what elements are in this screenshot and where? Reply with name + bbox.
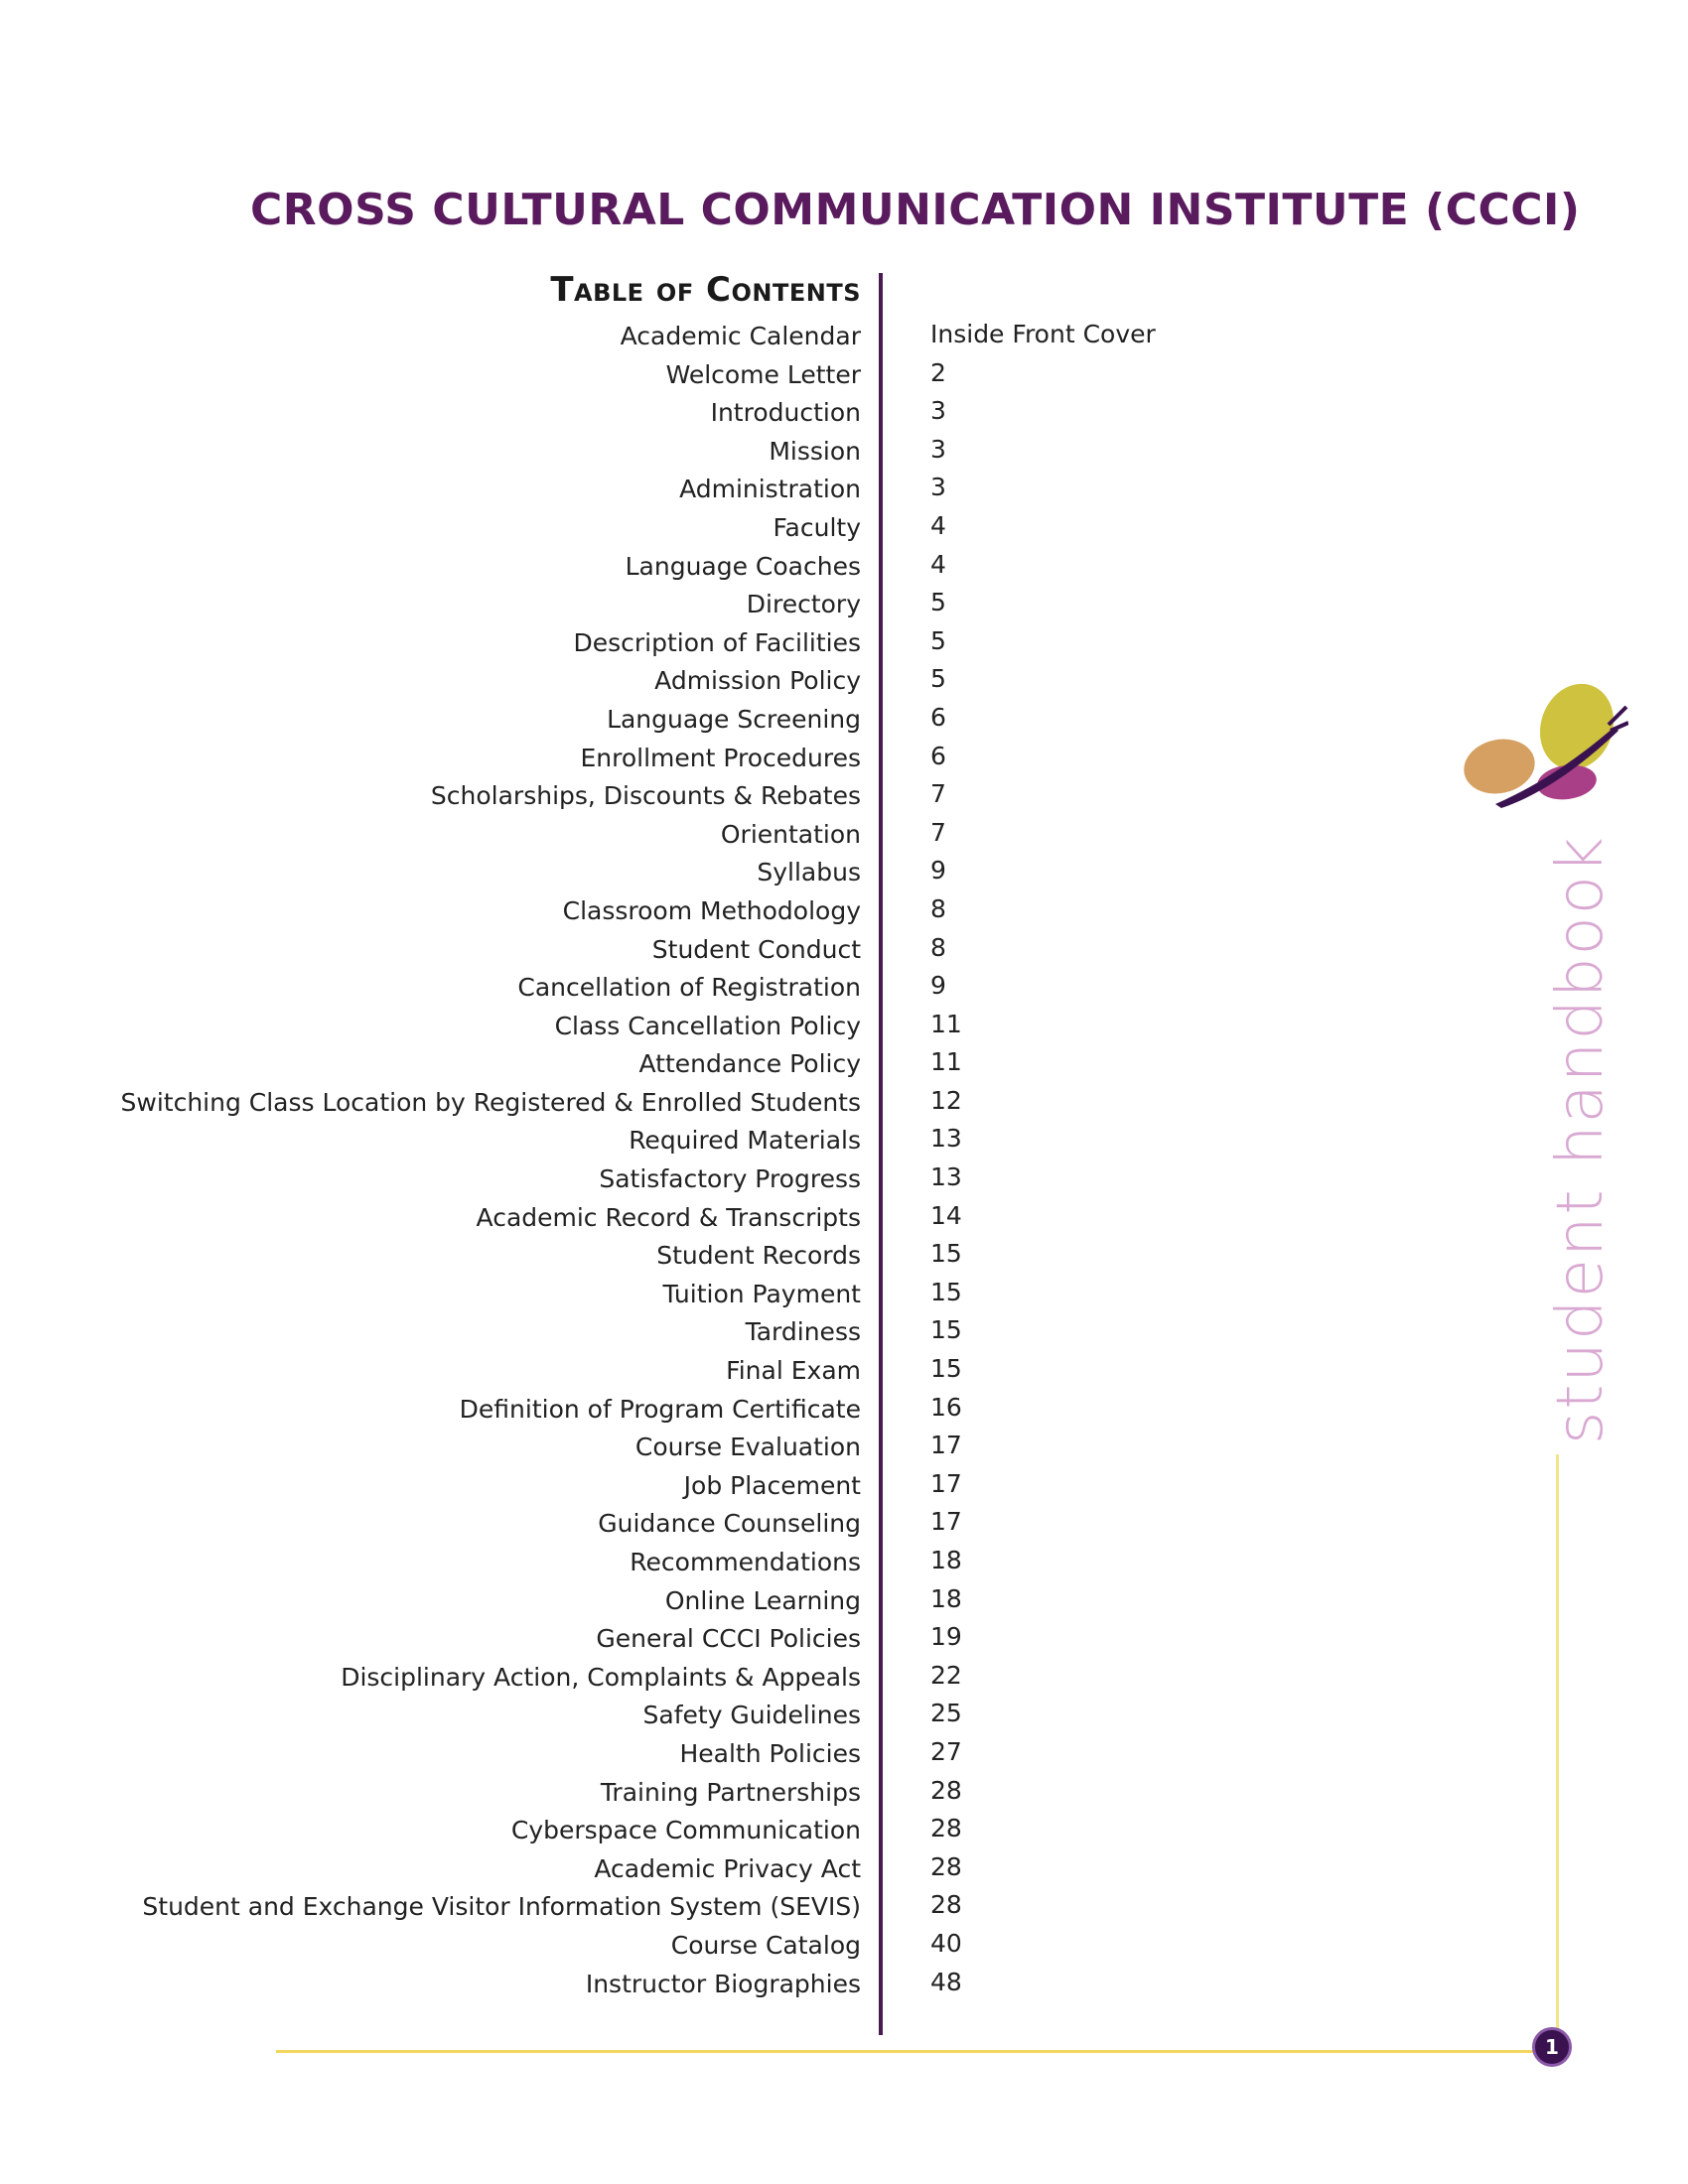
toc-entry-page: Inside Front Cover (930, 320, 1156, 348)
toc-entry-page: 5 (930, 664, 946, 694)
toc-entry-page: 15 (930, 1315, 962, 1345)
toc-entry-label: Administration (679, 475, 861, 504)
toc-entry (0, 1699, 1688, 1737)
toc-entry-page: 8 (930, 893, 946, 923)
toc-list (0, 320, 1688, 2005)
toc-entry-page: 3 (930, 396, 946, 426)
toc-entry-page: 5 (930, 625, 946, 655)
toc-entry (0, 1852, 1688, 1891)
toc-entry (0, 396, 1688, 435)
toc-entry-label: Cancellation of Registration (517, 973, 861, 1003)
toc-entry (0, 1776, 1688, 1815)
toc-entry-label: Academic Calendar (620, 322, 861, 350)
toc-entry (0, 1431, 1688, 1469)
toc-entry (0, 320, 1688, 358)
toc-entry-page: 40 (930, 1928, 962, 1958)
toc-entry-page: 17 (930, 1431, 962, 1460)
toc-entry-page: 3 (930, 434, 946, 464)
toc-entry-label: Faculty (773, 512, 861, 542)
toc-entry (0, 779, 1688, 818)
toc-entry (0, 856, 1688, 894)
toc-entry (0, 664, 1688, 703)
toc-entry-label: Scholarships, Discounts & Rebates (430, 781, 861, 811)
toc-entry-label: Health Policies (679, 1738, 861, 1768)
toc-entry-label: Satisfactory Progress (599, 1164, 861, 1194)
toc-entry (0, 511, 1688, 550)
toc-entry-page: 9 (930, 856, 946, 886)
toc-entry-page: 3 (930, 473, 946, 502)
toc-entry (0, 1584, 1688, 1623)
toc-entry-label: Required Materials (629, 1126, 861, 1156)
toc-entry-page: 25 (930, 1699, 962, 1728)
butterfly-icon (1460, 675, 1628, 824)
toc-entry-label: Tuition Payment (662, 1279, 861, 1308)
toc-entry-label: Cyberspace Communication (510, 1816, 861, 1845)
toc-entry (0, 1162, 1688, 1201)
toc-entry-page: 17 (930, 1468, 962, 1498)
toc-entry-page: 6 (930, 741, 946, 770)
toc-entry-page: 28 (930, 1890, 962, 1920)
toc-entry (0, 894, 1688, 933)
toc-entry (0, 1737, 1688, 1776)
toc-entry-label: Admission Policy (654, 666, 861, 696)
toc-entry-label: Description of Facilities (573, 627, 861, 657)
toc-entry-page: 8 (930, 932, 946, 962)
toc-entry-label: Online Learning (664, 1585, 861, 1615)
toc-entry-label: Attendance Policy (638, 1049, 861, 1079)
toc-entry-page: 28 (930, 1775, 962, 1805)
toc-entry (0, 550, 1688, 589)
toc-entry (0, 933, 1688, 972)
page-title: CROSS CULTURAL COMMUNICATION INSTITUTE (CCCI) (250, 185, 1581, 235)
toc-entry-page: 7 (930, 817, 946, 847)
toc-entry-label: Welcome Letter (665, 359, 861, 389)
toc-entry-page: 13 (930, 1124, 962, 1154)
toc-entry (0, 1124, 1688, 1162)
toc-entry (0, 1661, 1688, 1700)
toc-entry-label: Directory (746, 590, 861, 619)
toc-entry-label: Student and Exchange Visitor Information System (SEVIS) (142, 1892, 861, 1922)
toc-entry-page: 16 (930, 1392, 962, 1422)
toc-entry (0, 742, 1688, 780)
side-accent-line (1556, 1454, 1559, 2050)
toc-entry-page: 12 (930, 1085, 962, 1115)
toc-entry (0, 1315, 1688, 1354)
toc-entry-label: Syllabus (757, 858, 861, 887)
toc-entry-label: Academic Privacy Act (594, 1853, 861, 1883)
toc-entry (0, 1239, 1688, 1278)
toc-entry-page: 11 (930, 1009, 962, 1038)
toc-entry-label: Mission (769, 436, 861, 466)
toc-entry-label: Disciplinary Action, Complaints & Appeals (341, 1662, 861, 1692)
toc-entry (0, 1622, 1688, 1661)
toc-entry (0, 1278, 1688, 1316)
toc-entry-page: 5 (930, 588, 946, 617)
toc-entry-page: 13 (930, 1162, 962, 1192)
toc-entry-label: Class Cancellation Policy (554, 1011, 861, 1040)
page-number-badge: 1 (1532, 2027, 1572, 2067)
toc-entry-page: 4 (930, 510, 946, 540)
toc-entry-page: 2 (930, 357, 946, 387)
toc-entry-page: 48 (930, 1967, 962, 1996)
toc-entry (0, 1354, 1688, 1393)
toc-entry-page: 18 (930, 1583, 962, 1613)
toc-entry (0, 473, 1688, 511)
toc-entry-page: 4 (930, 549, 946, 579)
toc-entry-page: 28 (930, 1851, 962, 1881)
toc-entry (0, 435, 1688, 474)
toc-entry (0, 1929, 1688, 1968)
toc-heading: Table of Contents (550, 270, 861, 310)
toc-entry-page: 28 (930, 1814, 962, 1843)
toc-entry-page: 6 (930, 702, 946, 732)
toc-entry-label: Training Partnerships (600, 1777, 861, 1807)
toc-entry-label: Final Exam (726, 1356, 861, 1386)
toc-entry (0, 971, 1688, 1010)
toc-entry-label: Switching Class Location by Registered & Enrolled Students (120, 1087, 861, 1117)
toc-entry (0, 358, 1688, 397)
student-handbook-caption: student handbook (1544, 835, 1618, 1444)
toc-entry (0, 1814, 1688, 1852)
toc-entry-page: 19 (930, 1622, 962, 1652)
toc-entry-label: Academic Record & Transcripts (476, 1202, 861, 1232)
toc-entry-label: Definition of Program Certificate (459, 1394, 861, 1424)
toc-entry (0, 818, 1688, 857)
toc-entry (0, 1201, 1688, 1240)
toc-entry-page: 14 (930, 1200, 962, 1230)
toc-entry-label: Student Records (656, 1241, 861, 1271)
toc-entry-label: Tardiness (745, 1317, 861, 1347)
toc-entry-label: Enrollment Procedures (580, 743, 861, 772)
toc-entry-page: 15 (930, 1239, 962, 1269)
toc-entry-label: Introduction (710, 398, 861, 428)
toc-entry (0, 703, 1688, 742)
toc-entry (0, 1507, 1688, 1546)
toc-entry (0, 1469, 1688, 1508)
toc-entry-page: 15 (930, 1277, 962, 1306)
toc-entry-page: 22 (930, 1660, 962, 1690)
toc-entry-label: Orientation (720, 819, 861, 849)
toc-entry (0, 1546, 1688, 1584)
toc-entry-label: Student Conduct (651, 934, 861, 964)
toc-entry-page: 18 (930, 1546, 962, 1574)
toc-entry (0, 1968, 1688, 2006)
toc-entry (0, 1047, 1688, 1086)
toc-entry-label: Job Placement (683, 1470, 861, 1500)
toc-entry-label: General CCCI Policies (596, 1624, 861, 1654)
toc-entry-page: 11 (930, 1047, 962, 1077)
bottom-accent-line (276, 2050, 1542, 2053)
toc-entry (0, 626, 1688, 665)
toc-entry (0, 1890, 1688, 1929)
toc-entry-page: 15 (930, 1354, 962, 1384)
toc-entry-page: 27 (930, 1736, 962, 1766)
toc-entry-label: Guidance Counseling (598, 1509, 861, 1539)
toc-entry-label: Language Screening (607, 704, 861, 734)
toc-entry (0, 1086, 1688, 1125)
toc-entry (0, 588, 1688, 626)
toc-entry-page: 9 (930, 971, 946, 1001)
toc-entry-label: Classroom Methodology (562, 895, 861, 925)
toc-entry-page: 17 (930, 1507, 962, 1537)
toc-entry-label: Recommendations (630, 1548, 861, 1576)
toc-entry-label: Course Catalog (670, 1930, 861, 1960)
toc-entry (0, 1010, 1688, 1048)
toc-entry-label: Safety Guidelines (642, 1701, 861, 1730)
toc-entry (0, 1393, 1688, 1432)
toc-entry-label: Instructor Biographies (585, 1969, 861, 1998)
toc-entry-label: Course Evaluation (634, 1433, 861, 1462)
toc-entry-page: 7 (930, 779, 946, 809)
toc-entry-label: Language Coaches (625, 551, 861, 581)
